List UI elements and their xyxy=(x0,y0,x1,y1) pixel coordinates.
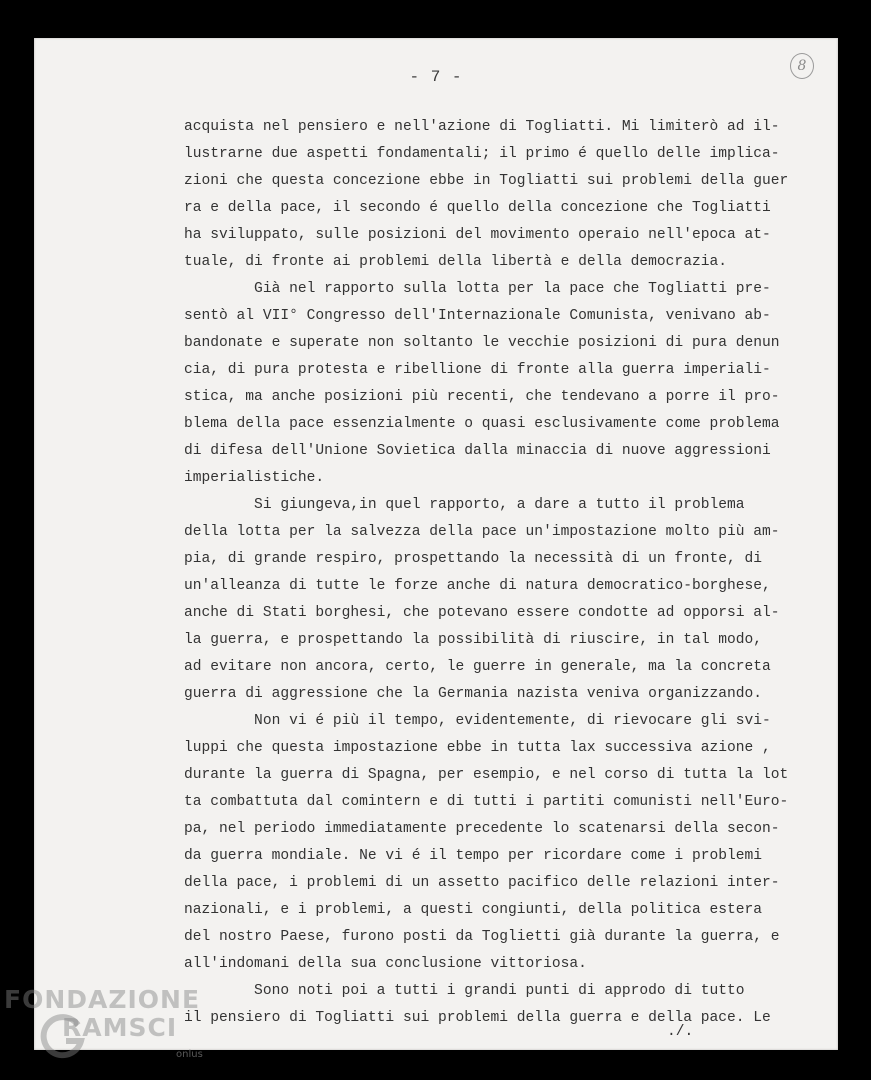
text-line: anche di Stati borghesi, che potevano essere condotte ad opporsi al- xyxy=(184,605,780,621)
text-line: Si giungeva,in quel rapporto, a dare a tutto il problema xyxy=(184,497,745,513)
text-line: durante la guerra di Spagna, per esempio, e nel corso di tutta la lot xyxy=(184,767,789,783)
text-line: ha sviluppato, sulle posizioni del movimento operaio nell'epoca at- xyxy=(184,227,771,243)
text-line: della lotta per la salvezza della pace un'impostazione molto più am- xyxy=(184,524,780,540)
text-line: il pensiero di Togliatti sui problemi della guerra e della pace. Le xyxy=(184,1010,771,1026)
text-line: nazionali, e i problemi, a questi congiunti, della politica estera xyxy=(184,902,763,918)
body-text xyxy=(184,114,824,1032)
text-line: da guerra mondiale. Ne vi é il tempo per ricordare come i problemi xyxy=(184,848,763,864)
text-line: guerra di aggressione che la Germania nazista veniva organizzando. xyxy=(184,686,763,702)
text-line: ad evitare non ancora, certo, le guerre in generale, ma la concreta xyxy=(184,659,771,675)
text-line: la guerra, e prospettando la possibilità di riuscire, in tal modo, xyxy=(184,632,763,648)
text-line: pia, di grande respiro, prospettando la necessità di un fronte, di xyxy=(184,551,763,567)
text-line: Sono noti poi a tutti i grandi punti di approdo di tutto xyxy=(184,983,745,999)
text-line: stica, ma anche posizioni più recenti, che tendevano a porre il pro- xyxy=(184,389,780,405)
text-line: ta combattuta dal comintern e di tutti i partiti comunisti nell'Euro- xyxy=(184,794,789,810)
watermark-line-2: RAMSCI xyxy=(62,1013,178,1042)
text-line: all'indomani della sua conclusione vittoriosa. xyxy=(184,956,587,972)
text-line: acquista nel pensiero e nell'azione di Togliatti. Mi limiterò ad il- xyxy=(184,119,780,135)
text-line: pa, nel periodo immediatamente precedente lo scatenarsi della secon- xyxy=(184,821,780,837)
text-line: bandonate e superate non soltanto le vecchie posizioni di pura denun xyxy=(184,335,780,351)
text-line: Non vi é più il tempo, evidentemente, di rievocare gli svi- xyxy=(184,713,771,729)
text-line: luppi che questa impostazione ebbe in tutta lax successiva azione , xyxy=(184,740,771,756)
text-line: della pace, i problemi di un assetto pacifico delle relazioni inter- xyxy=(184,875,780,891)
text-line: sentò al VII° Congresso dell'Internazionale Comunista, venivano ab- xyxy=(184,308,771,324)
text-line: cia, di pura protesta e ribellione di fronte alla guerra imperiali- xyxy=(184,362,771,378)
text-line: di difesa dell'Unione Sovietica dalla minaccia di nuove aggressioni xyxy=(184,443,771,459)
watermark-subtitle: onlus xyxy=(176,1049,203,1060)
continuation-mark: ./. xyxy=(667,1024,694,1040)
text-line: ra e della pace, il secondo é quello della concezione che Togliatti xyxy=(184,200,771,216)
document-page xyxy=(34,38,838,1050)
text-line: imperialistiche. xyxy=(184,470,325,486)
text-line: un'alleanza di tutte le forze anche di natura democratico-borghese, xyxy=(184,578,771,594)
text-line: tuale, di fronte ai problemi della libertà e della democrazia. xyxy=(184,254,727,270)
text-line: Già nel rapporto sulla lotta per la pace che Togliatti pre- xyxy=(184,281,771,297)
text-line: blema della pace essenzialmente o quasi esclusivamente come problema xyxy=(184,416,780,432)
text-line: zioni che questa concezione ebbe in Togliatti sui problemi della guer xyxy=(184,173,789,189)
sheet-number-mark: 8 xyxy=(790,53,814,79)
watermark-line-1: FONDAZIONE xyxy=(4,985,201,1014)
text-line: lustrarne due aspetti fondamentali; il primo é quello delle implica- xyxy=(184,146,780,162)
page-number: - 7 - xyxy=(409,68,463,86)
text-line: del nostro Paese, furono posti da Toglietti già durante la guerra, e xyxy=(184,929,780,945)
